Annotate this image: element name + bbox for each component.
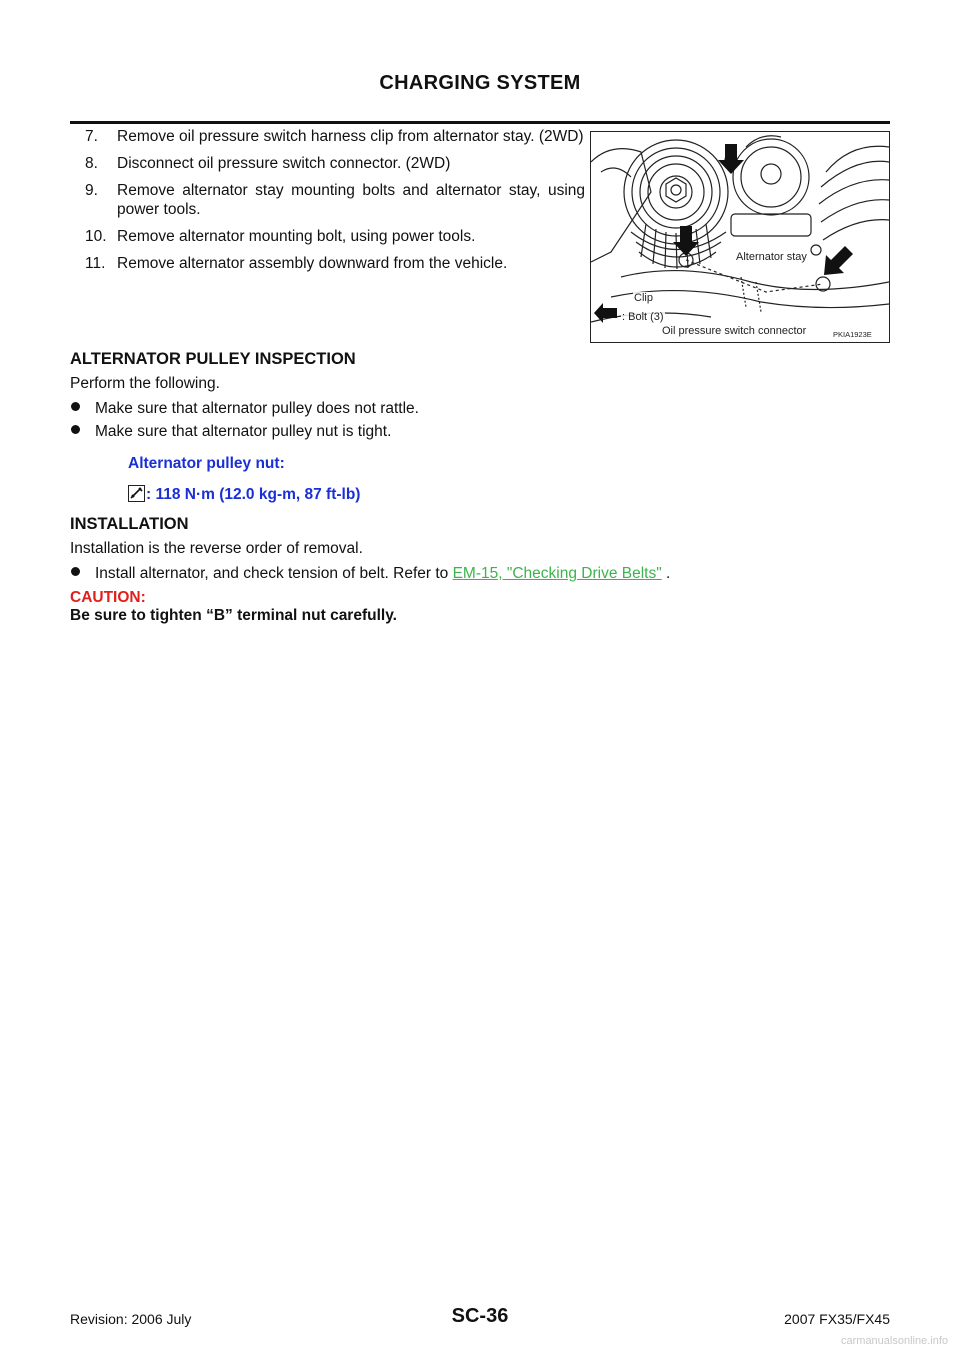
bullet-icon	[71, 567, 80, 576]
page-number: SC-36	[451, 1305, 509, 1327]
step-number: 11.	[85, 255, 106, 272]
torque-value: : 118 N·m (12.0 kg-m, 87 ft-lb)	[146, 486, 361, 503]
footer-revision: Revision: 2006 July	[70, 1311, 192, 1327]
clip-label: Clip	[634, 292, 653, 304]
step-text: Disconnect oil pressure switch connector. (2WD)	[117, 155, 451, 172]
connector-label: Oil pressure switch connector	[662, 325, 807, 337]
reference-link[interactable]: EM-15, "Checking Drive Belts"	[452, 565, 662, 582]
installation-intro: Installation is the reverse order of removal.	[70, 540, 363, 557]
list-item	[70, 400, 419, 418]
step-text: Remove oil pressure switch harness clip from alternator stay. (2WD)	[117, 128, 584, 145]
figure-id: PKIA1923E	[833, 330, 872, 339]
list-item	[70, 423, 391, 441]
step-item	[85, 127, 585, 146]
page-title: CHARGING SYSTEM	[379, 72, 581, 94]
removal-steps	[85, 127, 585, 281]
step-number: 7.	[85, 128, 98, 145]
bullet-text-suffix: .	[661, 565, 671, 582]
bullet-text: Make sure that alternator pulley nut is tight.	[95, 423, 392, 440]
step-item	[85, 154, 585, 173]
footer-model: 2007 FX35/FX45	[784, 1311, 890, 1327]
alternator-figure	[590, 131, 890, 343]
bullet-text	[95, 565, 670, 583]
alternator-stay-label: Alternator stay	[736, 251, 807, 263]
bullet-icon	[71, 402, 80, 411]
list-item	[70, 565, 670, 583]
step-number: 9.	[85, 182, 98, 199]
step-number: 8.	[85, 155, 98, 172]
step-text: Remove alternator mounting bolt, using power tools.	[117, 228, 476, 245]
step-number: 10.	[85, 228, 107, 245]
spec-label: Alternator pulley nut:	[128, 455, 285, 472]
watermark: carmanualsonline.info	[840, 1335, 948, 1347]
pulley-inspection-intro: Perform the following.	[70, 375, 220, 392]
title-divider	[70, 121, 890, 124]
step-item	[85, 181, 585, 219]
torque-spec	[128, 485, 360, 504]
pulley-inspection-heading: ALTERNATOR PULLEY INSPECTION	[70, 350, 356, 368]
bullet-icon	[71, 425, 80, 434]
step-item	[85, 254, 585, 273]
installation-heading: INSTALLATION	[70, 515, 189, 533]
step-item	[85, 227, 585, 246]
bullet-text-prefix: Install alternator, and check tension of belt. Refer to	[95, 565, 453, 582]
step-text: Remove alternator stay mounting bolts and alternator stay, using power tools.	[117, 182, 585, 218]
caution-text: Be sure to tighten “B” terminal nut carefully.	[70, 607, 397, 624]
bullet-text: Make sure that alternator pulley does not rattle.	[95, 400, 419, 417]
torque-wrench-icon	[128, 485, 145, 502]
step-text: Remove alternator assembly downward from the vehicle.	[117, 255, 508, 272]
bolt-label: : Bolt (3)	[622, 311, 664, 323]
caution-label: CAUTION:	[70, 589, 146, 606]
